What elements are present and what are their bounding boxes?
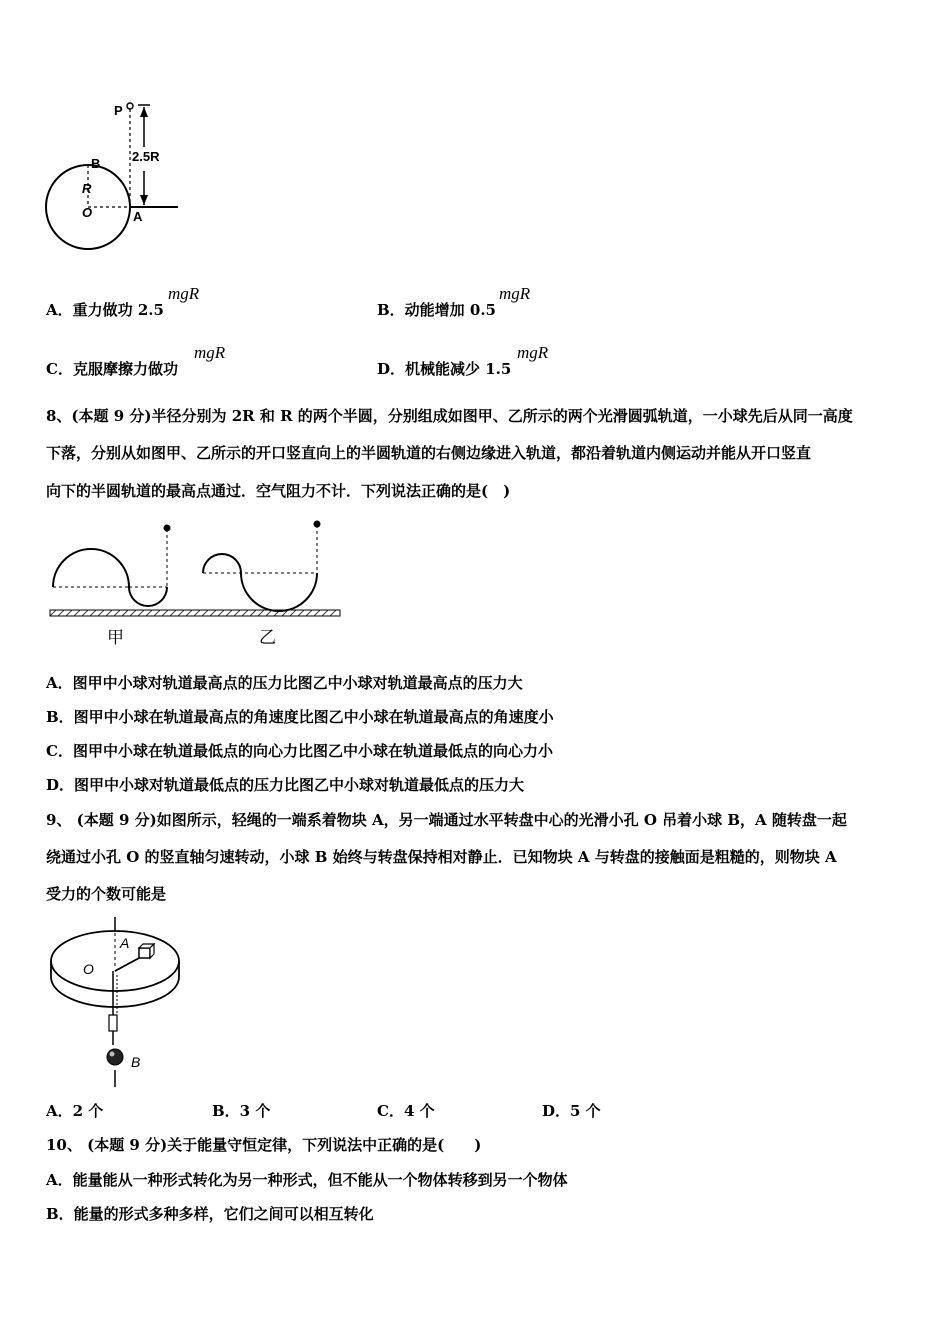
q10-option-a: A．能量能从一种形式转化为另一种形式，但不能从一个物体转移到另一个物体 [46,1171,568,1189]
q7-option-d-unit: mgR [517,343,549,362]
q10-stem: 10、 (本题 9 分)关于能量守恒定律，下列说法中正确的是( ) [46,1136,482,1154]
turntable-figure [45,915,190,1090]
q8-stem-line-2: 下落，分别从如图甲、乙所示的开口竖直向上的半圆轨道的右侧边缘进入轨道，都沿着轨道内侧运动并能从开口竖直 [46,444,812,462]
q9-option-a: A．2 个 [46,1102,104,1120]
q9-stem-line-1: 9、 (本题 9 分)如图所示，轻绳的一端系着物块 A，另一端通过水平转盘中心的光滑小孔 O 吊着小球 B，A 随转盘一起 [46,811,847,829]
q7-option-a-unit: mgR [168,284,200,303]
q7-option-c: C．克服摩擦力做功 [46,360,178,378]
hole-o-label: O [83,961,94,977]
block-a-label: A [120,935,130,951]
center-o-label: O [82,205,93,220]
q7-option-d: D．机械能减少 1.5 [377,360,512,378]
radius-label: R [82,181,92,196]
q7-option-b-unit: mgR [499,284,531,303]
ball-b-label: B [131,1054,141,1070]
q8-option-c: C．图甲中小球在轨道最低点的向心力比图乙中小球在轨道最低点的向心力小 [46,742,553,760]
q9-option-c: C．4 个 [377,1102,435,1120]
q7-option-b: B．动能增加 0.5 [377,301,496,319]
q9-stem-line-2: 绕通过小孔 O 的竖直轴匀速转动，小球 B 始终与转盘保持相对静止．已知物块 A 与转盘的接触面是粗糙的，则物块 A [46,848,837,866]
q7-option-c-unit: mgR [194,343,226,362]
point-b-label: B [91,156,101,171]
q8-option-d: D．图甲中小球对轨道最低点的压力比图乙中小球对轨道最低点的压力大 [46,776,525,794]
figure-label-yi: 乙 [259,628,276,647]
q10-option-b: B．能量的形式多种多样，它们之间可以相互转化 [46,1205,374,1223]
q8-option-b: B．图甲中小球在轨道最高点的角速度比图乙中小球在轨道最高点的角速度小 [46,708,554,726]
q8-stem-line-3: 向下的半圆轨道的最高点通过．空气阻力不计．下列说法正确的是( ) [46,482,511,500]
q8-option-a: A．图甲中小球对轨道最高点的压力比图乙中小球对轨道最高点的压力大 [46,674,523,692]
height-label: 2.5R [132,149,160,164]
semicircle-tracks-figure [45,515,345,655]
q9-stem-line-3: 受力的个数可能是 [46,885,167,903]
q7-option-a: A．重力做功 2.5 [46,301,164,319]
q8-stem-line-1: 8、(本题 9 分)半径分别为 2R 和 R 的两个半圆，分别组成如图甲、乙所示的两个光滑圆弧轨道，一小球先后从同一高度 [46,407,853,425]
q9-option-d: D．5 个 [542,1102,601,1120]
point-a-label: A [133,209,143,224]
loop-track-figure [40,95,190,255]
point-p-label: P [114,103,123,118]
q9-option-b: B．3 个 [212,1102,271,1120]
figure-label-jia: 甲 [107,628,124,647]
